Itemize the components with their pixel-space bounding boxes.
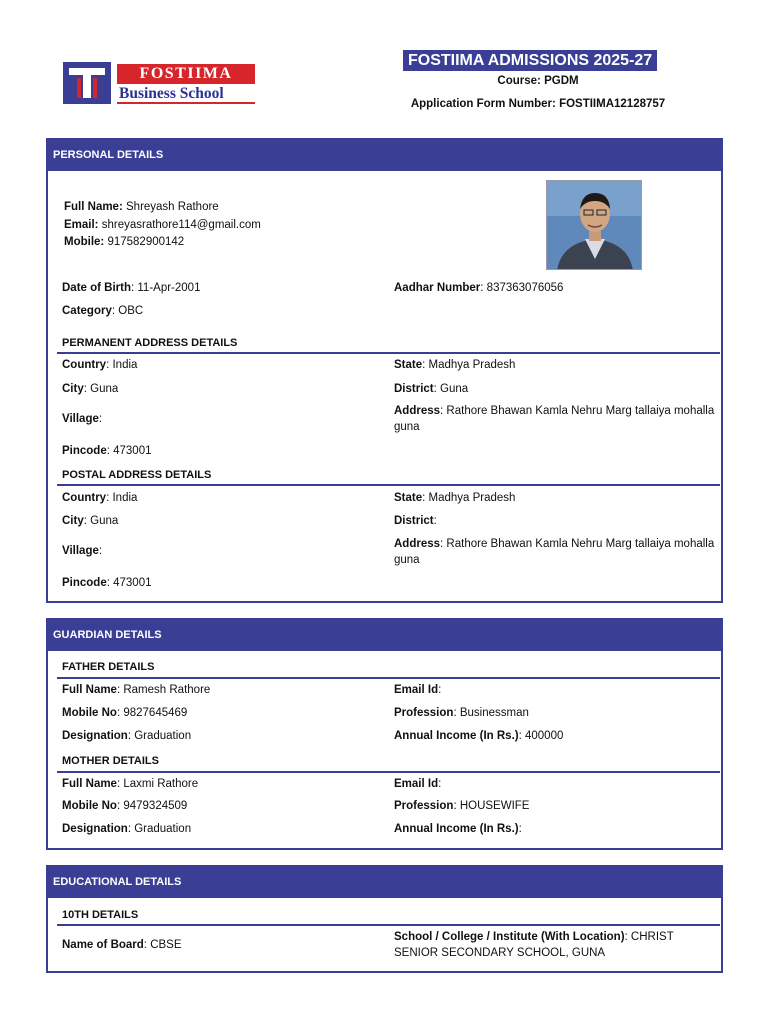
mother-income-field: Annual Income (In Rs.):	[394, 823, 522, 835]
email-field	[64, 217, 261, 233]
postal-address-value: Rathore Bhawan Kamla Nehru Marg tallaiya mohalla guna	[394, 538, 715, 566]
mother-name-field: Full Name: Laxmi Rathore	[62, 778, 199, 790]
father-designation-label: Designation	[62, 730, 128, 742]
email-label: Email:	[64, 219, 99, 231]
perm-district-field: District: Guna	[394, 383, 469, 395]
board-value: CBSE	[150, 939, 182, 951]
dob-label: Date of Birth	[62, 282, 131, 294]
form-title: FOSTIIMA ADMISSIONS 2025-27	[403, 50, 657, 71]
perm-pincode-field: Pincode: 473001	[62, 445, 152, 457]
perm-country-field: Country: India	[62, 359, 138, 371]
mother-email-field: Email Id:	[394, 778, 442, 790]
mother-profession-label: Profession	[394, 800, 454, 812]
father-profession-value: Businessman	[459, 707, 529, 719]
school-label: School / College / Institute (With Location)	[394, 931, 625, 943]
postal-address-field: Address: Rathore Bhawan Kamla Nehru Marg tallaiya mohalla guna	[394, 538, 715, 566]
category-field: Category: OBC	[62, 305, 144, 317]
perm-district-value: Guna	[440, 383, 469, 395]
logo-subtitle: Business School	[119, 85, 224, 102]
mobile-field	[64, 234, 184, 250]
perm-state-value: Madhya Pradesh	[428, 359, 516, 371]
aadhar-label: Aadhar Number	[394, 282, 481, 294]
school-value: CHRIST SENIOR SECONDARY SCHOOL, GUNA	[394, 931, 674, 959]
institution-logo	[63, 62, 111, 104]
postal-city-value: Guna	[90, 515, 119, 527]
perm-address-label: Address	[394, 405, 441, 417]
father-profession-field: Profession: Businessman	[394, 707, 529, 719]
applicant-photo	[546, 180, 642, 270]
father-designation-value: Graduation	[134, 730, 192, 742]
father-mobile-label: Mobile No	[62, 707, 117, 719]
postal-pincode-field: Pincode: 473001	[62, 577, 152, 589]
father-income-label: Annual Income (In Rs.)	[394, 730, 519, 742]
father-mobile-field: Mobile No: 9827645469	[62, 707, 188, 719]
school-field: School / College / Institute (With Location): CHRIST SENIOR SECONDARY SCHOOL, GUNA	[394, 931, 674, 959]
course-value: PGDM	[544, 75, 579, 87]
postal-village-label: Village	[62, 545, 99, 557]
mother-profession-field: Profession: HOUSEWIFE	[394, 800, 530, 812]
perm-district-label: District	[394, 383, 434, 395]
mother-mobile-value: 9479324509	[123, 800, 188, 812]
application-number-value: FOSTIIMA12128757	[559, 98, 666, 110]
mobile-label: Mobile:	[64, 236, 105, 248]
mother-mobile-field: Mobile No: 9479324509	[62, 800, 188, 812]
father-details-heading: FATHER DETAILS	[62, 661, 155, 673]
postal-pincode-label: Pincode	[62, 577, 107, 589]
perm-country-label: Country	[62, 359, 107, 371]
divider	[57, 924, 720, 926]
mother-email-label: Email Id	[394, 778, 439, 790]
perm-city-value: Guna	[90, 383, 119, 395]
board-field: Name of Board: CBSE	[62, 939, 182, 951]
father-mobile-value: 9827645469	[123, 707, 188, 719]
divider	[57, 352, 720, 354]
perm-city-field: City: Guna	[62, 383, 119, 395]
email-value: shreyasrathore114@gmail.com	[101, 219, 261, 231]
perm-city-label: City	[62, 383, 84, 395]
postal-state-label: State	[394, 492, 423, 504]
perm-address-value: Rathore Bhawan Kamla Nehru Marg tallaiya mohalla guna	[394, 405, 715, 433]
father-profession-label: Profession	[394, 707, 454, 719]
perm-country-value: India	[112, 359, 138, 371]
divider	[57, 484, 720, 486]
application-number-line	[380, 98, 696, 110]
perm-address-field: Address: Rathore Bhawan Kamla Nehru Marg tallaiya mohalla guna	[394, 405, 715, 433]
postal-country-value: India	[112, 492, 138, 504]
mother-details-heading: MOTHER DETAILS	[62, 755, 159, 767]
father-name-label: Full Name	[62, 684, 117, 696]
full-name-label: Full Name:	[64, 201, 123, 213]
postal-country-label: Country	[62, 492, 107, 504]
mother-income-label: Annual Income (In Rs.)	[394, 823, 519, 835]
course-line	[403, 75, 673, 87]
mobile-value: 917582900142	[107, 236, 185, 248]
postal-address-heading: POSTAL ADDRESS DETAILS	[62, 469, 212, 481]
father-email-label: Email Id	[394, 684, 439, 696]
postal-pincode-value: 473001	[113, 577, 152, 589]
postal-state-value: Madhya Pradesh	[428, 492, 516, 504]
perm-state-field: State: Madhya Pradesh	[394, 359, 516, 371]
postal-district-field: District:	[394, 515, 437, 527]
tenth-details-heading: 10TH DETAILS	[62, 909, 139, 921]
father-designation-field: Designation: Graduation	[62, 730, 192, 742]
perm-village-field: Village:	[62, 413, 103, 425]
divider	[57, 677, 720, 679]
postal-address-label: Address	[394, 538, 441, 550]
board-label: Name of Board	[62, 939, 144, 951]
mother-name-label: Full Name	[62, 778, 117, 790]
logo-underline	[117, 102, 255, 104]
dob-field: Date of Birth: 11-Apr-2001	[62, 282, 201, 294]
application-number-label: Application Form Number:	[410, 98, 556, 110]
category-label: Category	[62, 305, 112, 317]
father-name-field: Full Name: Ramesh Rathore	[62, 684, 211, 696]
section-title: GUARDIAN DETAILS	[48, 620, 721, 651]
mother-designation-field: Designation: Graduation	[62, 823, 192, 835]
section-title: EDUCATIONAL DETAILS	[48, 867, 721, 898]
aadhar-value: 837363076056	[486, 282, 564, 294]
postal-district-label: District	[394, 515, 434, 527]
postal-city-label: City	[62, 515, 84, 527]
perm-pincode-label: Pincode	[62, 445, 107, 457]
perm-village-label: Village	[62, 413, 99, 425]
dob-value: 11-Apr-2001	[137, 282, 201, 294]
father-income-value: 400000	[524, 730, 564, 742]
divider	[57, 771, 720, 773]
father-name-value: Ramesh Rathore	[123, 684, 211, 696]
full-name-field	[64, 199, 219, 215]
course-label: Course:	[497, 75, 541, 87]
permanent-address-heading: PERMANENT ADDRESS DETAILS	[62, 337, 238, 349]
perm-pincode-value: 473001	[113, 445, 152, 457]
mother-designation-value: Graduation	[134, 823, 192, 835]
postal-city-field: City: Guna	[62, 515, 119, 527]
mother-mobile-label: Mobile No	[62, 800, 117, 812]
aadhar-field: Aadhar Number: 837363076056	[394, 282, 564, 294]
category-value: OBC	[118, 305, 144, 317]
postal-village-field: Village:	[62, 545, 103, 557]
mother-designation-label: Designation	[62, 823, 128, 835]
father-income-field: Annual Income (In Rs.): 400000	[394, 730, 564, 742]
postal-country-field: Country: India	[62, 492, 138, 504]
logo-wordmark: FOSTIIMA	[117, 64, 255, 84]
full-name-value: Shreyash Rathore	[126, 201, 219, 213]
section-title: PERSONAL DETAILS	[48, 140, 721, 171]
father-email-field: Email Id:	[394, 684, 442, 696]
mother-name-value: Laxmi Rathore	[123, 778, 199, 790]
perm-state-label: State	[394, 359, 423, 371]
mother-profession-value: HOUSEWIFE	[459, 800, 530, 812]
postal-state-field: State: Madhya Pradesh	[394, 492, 516, 504]
